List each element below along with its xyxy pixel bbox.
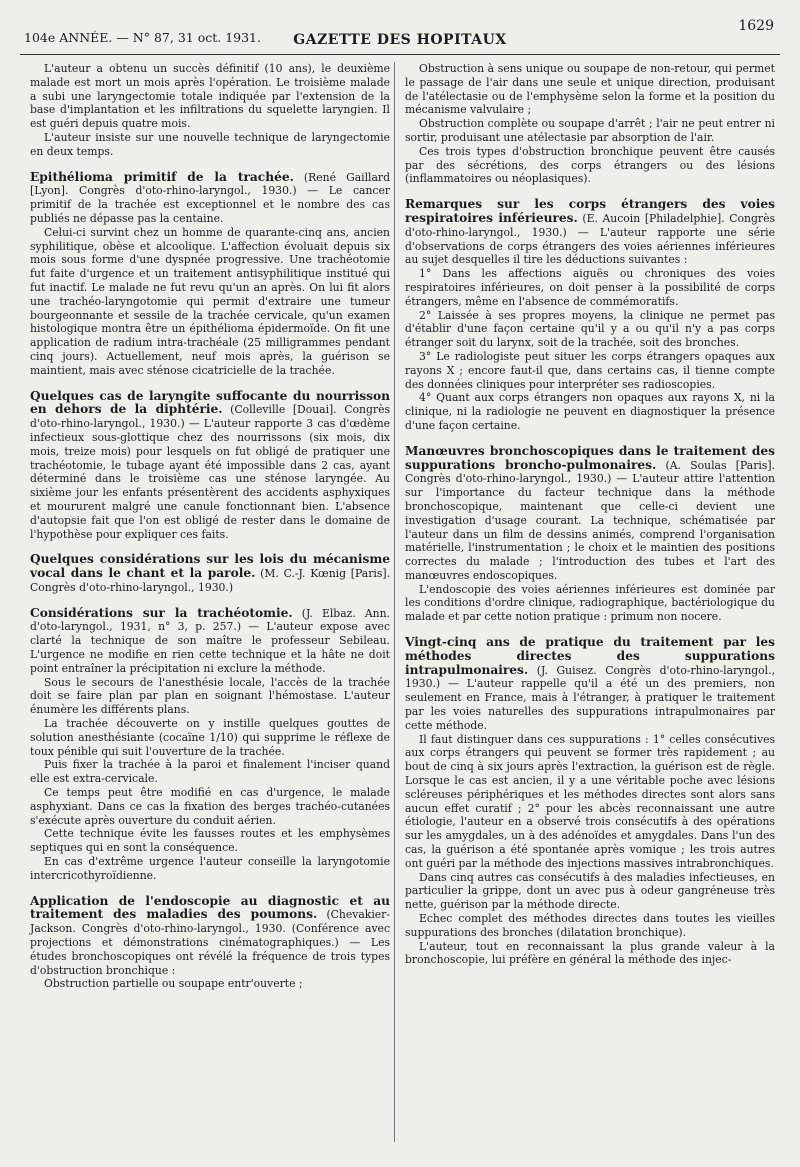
abstract-vingt-cinq-ans (405, 636, 775, 967)
reference-text: (Colleville [Douai]. Congrès d'oto-rhino-laryngol., 1930.) — L'auteur rapporte 3 cas d'œdème infectieux sous-glottique chez des nourrissons (six mois, dix mois, treize mois) pour lesquels on fut obligé de pratiquer une trachéotomie, le tubage ayant été impossible dans 2 cas, ayant déterminé dans le troisième cas une sténose laryngée. Au sixième jour les enfants présentèrent des accidents asphyxiques et moururent malgré une canule fonctionnant bien. L'absence d'autopsie fait que l'on est obligé de rester dans le domaine de l'hypothèse pour expliquer ces faits. (30, 403, 390, 541)
paragraph: Sous le secours de l'anesthésie locale, l'accès de la trachée doit se faire plan par plan en soignant l'hémostase. L'auteur énumère les différents plans. (30, 675, 390, 717)
paragraph: La trachée découverte on y instille quelques gouttes de solution anesthésiante (cocaïne 1/10) qui supprime le réflexe de toux pénible qui suit l'ouverture de la trachée. (30, 717, 390, 758)
abstract-mecanisme-vocal (30, 553, 390, 594)
paragraph: Cette technique évite les fausses routes et les emphysèmes septiques qui en sont la conséquence. (30, 827, 390, 855)
paragraph: Obstruction complète ou soupape d'arrêt ; l'air ne peut entrer ni sortir, produisant une atélectasie par absorption de l'air. (405, 117, 775, 144)
section-title: Vingt-cinq ans de pratique du traitement par les méthodes directes des suppurations intrapulmonaires. (405, 635, 775, 677)
paragraph: L'auteur, tout en reconnaissant la plus grande valeur à la bronchoscopie, lui préfère en général la méthode des injec- (405, 939, 775, 967)
paragraph: L'endoscopie des voies aériennes inférieures est dominée par les conditions d'ordre clinique, radiographique, bactériologique du malade et par cette notion pratique : primum non nocere. (405, 582, 775, 624)
paragraph: Obstruction partielle ou soupape entr'ouverte ; (44, 977, 303, 991)
section-title: Application de l'endoscopie au diagnostic et au traitement des maladies des poumons. (30, 893, 390, 922)
reference-text: (E. Aucoin [Philadelphie]. Congrès d'oto-rhino-laryngol., 1930.) — L'auteur rapporte une série d'observations de corps étrangers des voies aériennes inférieures au sujet desquelles il tire les déductions suivantes : (405, 211, 776, 267)
paragraph: Echec complet des méthodes directes dans toutes les vieilles suppurations des bronches (dilatation bronchique). (405, 912, 775, 939)
paragraph: Ces trois types d'obstruction bronchique peuvent être causés par des sécrétions, des corps étrangers ou des lésions (inflammatoires ou néoplasiques). (405, 144, 775, 186)
paragraph: Dans cinq autres cas consécutifs à des maladies infectieuses, en particulier la grippe, dont un avec pus à odeur gangréneuse très nette, guérison par la méthode directe. (405, 870, 775, 912)
left-column (30, 62, 390, 991)
paragraph: 1° Dans les affections aiguës ou chroniques des voies respiratoires inférieures, on doit penser à la possibilité de corps étrangers, même en l'absence de commémoratifs. (405, 267, 775, 308)
section-title: Considérations sur la trachéotomie. (30, 605, 293, 620)
paragraph: 2° Laissée à ses propres moyens, la clinique ne permet pas d'établir d'une façon certaine qu'il y a ou qu'il n'y a pas corps étranger soit du larynx, soit de la trachée, soit des bronches. (405, 308, 775, 350)
section-title: Manœuvres bronchoscopiques dans le traitement des suppurations broncho-pulmonaires. (405, 443, 775, 472)
right-column (405, 62, 775, 967)
reference-text: (M. C.-J. Kœnig [Paris]. Congrès d'oto-rhino-laryngol., 1930.) (30, 567, 391, 594)
reference-text: (J. Guisez. Congrès d'oto-rhino-laryngol., 1930.) — L'auteur rappelle qu'il a été un des premiers, non seulement en France, mais à l'étranger, à pratiquer le traitement par les voies naturelles des suppurations intrapulmonaires par cette méthode. (405, 663, 775, 732)
abstract-corps-etrangers (405, 198, 775, 433)
paragraph: 4° Quant aux corps étrangers non opaques aux rayons X, ni la clinique, ni la radiologie ne peuvent en diagnostiquer la présence d'une façon certaine. (405, 391, 775, 432)
abstract-epithelioma (30, 171, 390, 378)
paragraph: Ce temps peut être modifié en cas d'urgence, le malade asphyxiant. Dans ce cas la fixation des berges trachéo-cutanées s'exécute après ouverture du conduit aérien. (30, 786, 390, 827)
reference-text: (René Gaillard [Lyon]. Congrès d'oto-rhino-laryngol., 1930.) — Le cancer primitif de la trachée est exceptionnel et le nombre des cas publiés ne dépasse pas la centaine. (30, 170, 391, 225)
reference-text: (Chevakier-Jackson. Congrès d'oto-rhino-laryngol., 1930. (Conférence avec projections et démonstrations cinématographiques.) — Les études bronchoscopiques ont révélé la fréquence de trois types d'obstruction bronchique : (30, 908, 390, 977)
abstract-laryngite (30, 390, 390, 542)
paragraph: Puis fixer la trachée à la paroi et finalement l'inciser quand elle est extra-cervicale. (30, 758, 390, 786)
paragraph: Obstruction à sens unique ou soupape de non-retour, qui permet le passage de l'air dans une seule et unique direction, produisant de l'atélectasie ou de l'emphysème selon la forme et la position du mécanisme valvulaire ; (405, 62, 775, 117)
reference-text: (J. Elbaz. Ann. d'oto-laryngol., 1931, n° 3, p. 257.) — L'auteur expose avec clarté la technique de son maître le professeur Sebileau. L'urgence ne modifie en rien cette technique et la hâte ne doit point entraîner la précipitation ni exclure la méthode. (30, 606, 390, 675)
reference-text: (A. Soulas [Paris]. Congrès d'oto-rhino-laryngol., 1930.) — L'auteur attire l'attention sur l'importance du facteur technique dans la méthode bronchoscopique, maintenant que celle-ci devient une investigation d'usage courant. La technique, schématisée par l'auteur dans un film de dessins animés, comprend l'organisation matérielle, l'instrumentation ; le choix et le maintien des positions correctes du malade ; l'introduction des tubes et l'art des manœuvres endoscopiques. (405, 458, 775, 582)
section-title: Quelques cas de laryngite suffocante du nourrisson en dehors de la diphtérie. (30, 388, 390, 417)
header-rule (20, 54, 780, 55)
column-divider (394, 62, 395, 1142)
abstract-tracheotomie (30, 607, 390, 883)
paragraph: L'auteur insiste sur une nouvelle technique de laryngectomie en deux temps. (30, 130, 390, 158)
paragraph: L'auteur a obtenu un succès définitif (10 ans), le deuxième malade est mort un mois après l'opération. Le troisième malade a subi une laryngectomie totale indiquée par l'extension de la base d'implantation et les infiltrations du squelette laryngien. Il est guéri depuis quatre mois. (30, 62, 390, 131)
paragraph: Il faut distinguer dans ces suppurations : 1° celles consécutives aux corps étrangers qui peuvent se former très rapidement ; au bout de cinq à six jours après l'extraction, la guérison est de règle. Lorsque le cas est ancien, il y a une véritable poche avec lésions scléreuses périphériques et les méthodes directes sont alors sans aucun effet curatif ; 2° pour les abcès reconnaissant une autre étiologie, l'auteur en a observé trois consécutifs à des opérations sur les amygdales, un à des adénoïdes et amygdales. Dans l'un des cas, la guérison a été spontanée après vomique ; les trois autres ont guéri par la méthode des injections massives intrabronchiques. (405, 732, 775, 870)
issue-line: 104e ANNÉE. — N° 87, 31 oct. 1931. (24, 30, 261, 45)
page-header (20, 14, 780, 54)
section-title: Remarques sur les corps étrangers des voies respiratoires inférieures. (405, 197, 775, 225)
section-title: Epithélioma primitif de la trachée. (30, 169, 294, 184)
paragraph: Celui-ci survint chez un homme de quarante-cinq ans, ancien syphilitique, obèse et alcoolique. L'affection évoluait depuis six mois sous forme d'une dyspnée progressive. Une trachéotomie fut faite d'urgence et un traitement antisyphilitique institué qui fut inactif. Le malade ne fut revu qu'un an après. On lui fit alors une trachéo-laryngotomie qui permit d'extraire une tumeur bourgeonnante et sessile de la trachée cervicale, qu'un examen histologique montra être un épithélioma épidermoïde. On fit une application de radium intra-trachéale (25 milligrammes pendant cinq jours). Actuellement, neuf mois après, la guérison se maintient, mais avec sténose cicatricielle de la trachée. (30, 225, 390, 377)
abstract-endoscopie (30, 895, 390, 992)
abstract-manoeuvres (405, 445, 775, 624)
page-number: 1629 (738, 18, 774, 34)
paragraph: 3° Le radiologiste peut situer les corps étrangers opaques aux rayons X ; encore faut-il que, dans certains cas, il tienne compte des données cliniques pour interpréter ses radioscopies. (405, 349, 775, 391)
section-title: Quelques considérations sur les lois du mécanisme vocal dans le chant et la parole. (30, 552, 390, 581)
paragraph: En cas d'extrême urgence l'auteur conseille la laryngotomie intercricothyroïdienne. (30, 855, 390, 882)
journal-title: GAZETTE DES HOPITAUX (293, 32, 507, 48)
